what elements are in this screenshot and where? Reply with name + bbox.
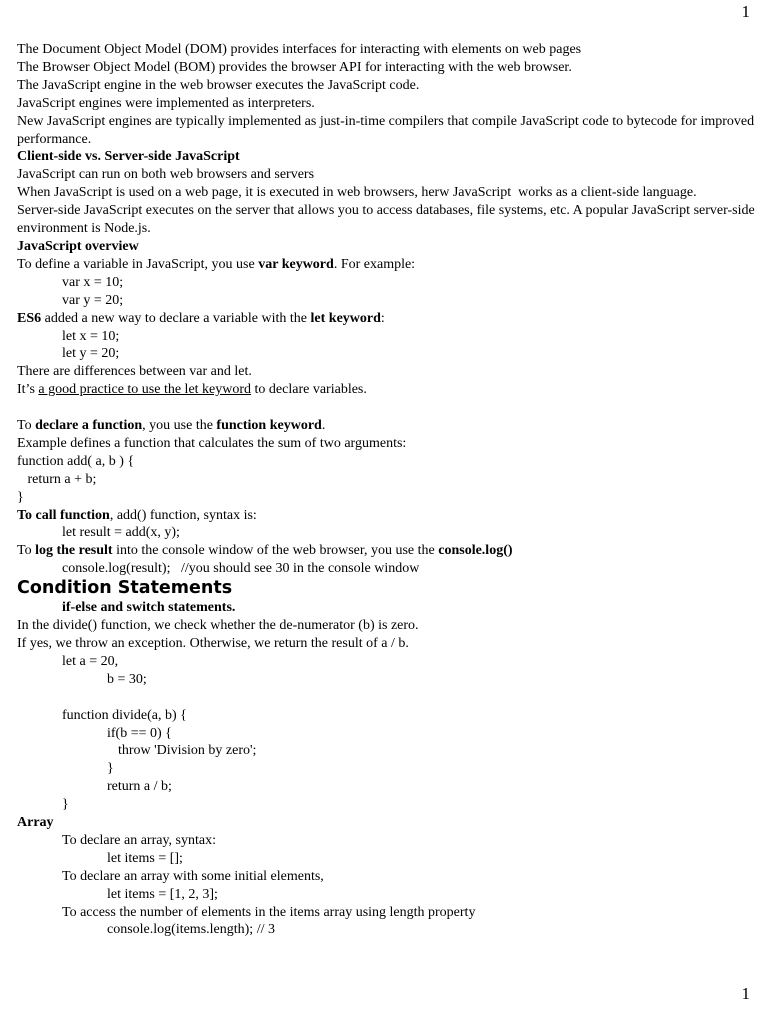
intro-line-1: The Document Object Model (DOM) provides interfaces for interacting with elements on web pages bbox=[17, 42, 582, 57]
differences-line: There are differences between var and let. bbox=[17, 364, 252, 380]
client-server-heading: Client-side vs. Server-side JavaScript bbox=[17, 149, 240, 165]
log-pre: To bbox=[17, 543, 36, 559]
blank-line bbox=[17, 689, 757, 707]
array-initial-text: To declare an array with some initial elements, bbox=[62, 868, 324, 884]
declare-bold: declare a function bbox=[35, 418, 143, 434]
es6-bold-2: let keyword bbox=[310, 310, 381, 326]
client-server-line-1: JavaScript can run on both web browsers and servers bbox=[17, 167, 315, 183]
condition-statements-heading: Condition Statements bbox=[17, 578, 233, 599]
es6-bold: ES6 bbox=[17, 310, 42, 326]
condition-line-2: If yes, we throw an exception. Otherwise, we return the result of a / b. bbox=[17, 635, 409, 651]
declare-post: . bbox=[321, 418, 326, 434]
declare-pre: To bbox=[17, 418, 36, 434]
declare-function-line bbox=[17, 417, 757, 435]
es6-mid: added a new way to declare a variable with the bbox=[41, 310, 311, 326]
code-if-close: } bbox=[107, 761, 114, 777]
var-post: . For example: bbox=[333, 256, 416, 272]
code-throw: throw 'Division by zero'; bbox=[118, 743, 257, 759]
intro-line-2: The Browser Object Model (BOM) provides the browser API for interacting with the web browser. bbox=[17, 59, 572, 75]
declare-bold-2: function keyword bbox=[216, 418, 322, 434]
practice-line bbox=[17, 381, 757, 399]
code-b: b = 30; bbox=[107, 671, 147, 687]
let-code-1: let x = 10; bbox=[62, 328, 120, 344]
var-keyword-line bbox=[17, 256, 757, 274]
log-bold: log the result bbox=[35, 543, 113, 559]
log-code: console.log(result); //you should see 30 in the console window bbox=[62, 561, 420, 577]
code-divide-open: function divide(a, b) { bbox=[62, 707, 187, 723]
condition-line-1: In the divide() function, we check whether the de-numerator (b) is zero. bbox=[17, 618, 419, 634]
add-code-1: function add( a, b ) { bbox=[17, 453, 135, 469]
call-code: let result = add(x, y); bbox=[62, 525, 180, 541]
declare-mid: , you use the bbox=[142, 418, 217, 434]
call-function-line bbox=[17, 507, 757, 525]
array-declare-text: To declare an array, syntax: bbox=[62, 832, 216, 848]
practice-underlined: a good practice to use the let keyword bbox=[38, 382, 252, 398]
let-code-2: let y = 20; bbox=[62, 346, 120, 362]
practice-pre: It’s bbox=[17, 382, 39, 398]
code-if: if(b == 0) { bbox=[107, 725, 172, 741]
blank-line bbox=[17, 399, 757, 417]
code-divide-close: } bbox=[62, 797, 69, 813]
call-bold: To call function bbox=[17, 507, 110, 523]
code-return: return a / b; bbox=[107, 779, 172, 795]
client-server-line-2: When JavaScript is used on a web page, it is executed in web browsers, herw JavaScript works as a client-side language. bbox=[17, 185, 697, 201]
code-let-a: let a = 20, bbox=[62, 653, 119, 669]
intro-line-3: The JavaScript engine in the web browser executes the JavaScript code. bbox=[17, 77, 420, 93]
intro-line-4: JavaScript engines were implemented as interpreters. bbox=[17, 95, 315, 111]
call-post: , add() function, syntax is: bbox=[109, 507, 257, 523]
var-pre: To define a variable in JavaScript, you use bbox=[17, 256, 259, 272]
overview-heading: JavaScript overview bbox=[17, 238, 139, 254]
log-result-line bbox=[17, 542, 757, 560]
var-bold: var keyword bbox=[258, 256, 334, 272]
log-mid: into the console window of the web browser, you use the bbox=[112, 543, 439, 559]
es6-line bbox=[17, 310, 757, 328]
array-heading: Array bbox=[17, 815, 54, 831]
add-code-3: } bbox=[17, 489, 24, 505]
array-initial-code: let items = [1, 2, 3]; bbox=[107, 886, 218, 902]
practice-post: to declare variables. bbox=[251, 382, 367, 398]
es6-post: : bbox=[380, 310, 385, 326]
document-body bbox=[17, 41, 757, 939]
log-bold-2: console.log() bbox=[438, 543, 513, 559]
array-length-code: console.log(items.length); // 3 bbox=[107, 922, 275, 938]
var-code-2: var y = 20; bbox=[62, 292, 124, 308]
condition-subheading: if-else and switch statements. bbox=[62, 600, 236, 616]
page-number-top: 1 bbox=[741, 2, 750, 21]
example-line: Example defines a function that calculates the sum of two arguments: bbox=[17, 435, 407, 451]
add-code-2: return a + b; bbox=[17, 471, 97, 487]
client-server-line-3: Server-side JavaScript executes on the server that allows you to access databases, file systems, etc. A popular JavaScript server-side environment is Node.js. bbox=[17, 203, 759, 237]
intro-line-5: New JavaScript engines are typically implemented as just-in-time compilers that compile JavaScript code to bytecode for improved performance. bbox=[17, 113, 758, 147]
array-length-text: To access the number of elements in the items array using length property bbox=[62, 904, 476, 920]
array-declare-code: let items = []; bbox=[107, 850, 183, 866]
var-code-1: var x = 10; bbox=[62, 274, 124, 290]
page-number-bottom: 1 bbox=[741, 984, 750, 1003]
